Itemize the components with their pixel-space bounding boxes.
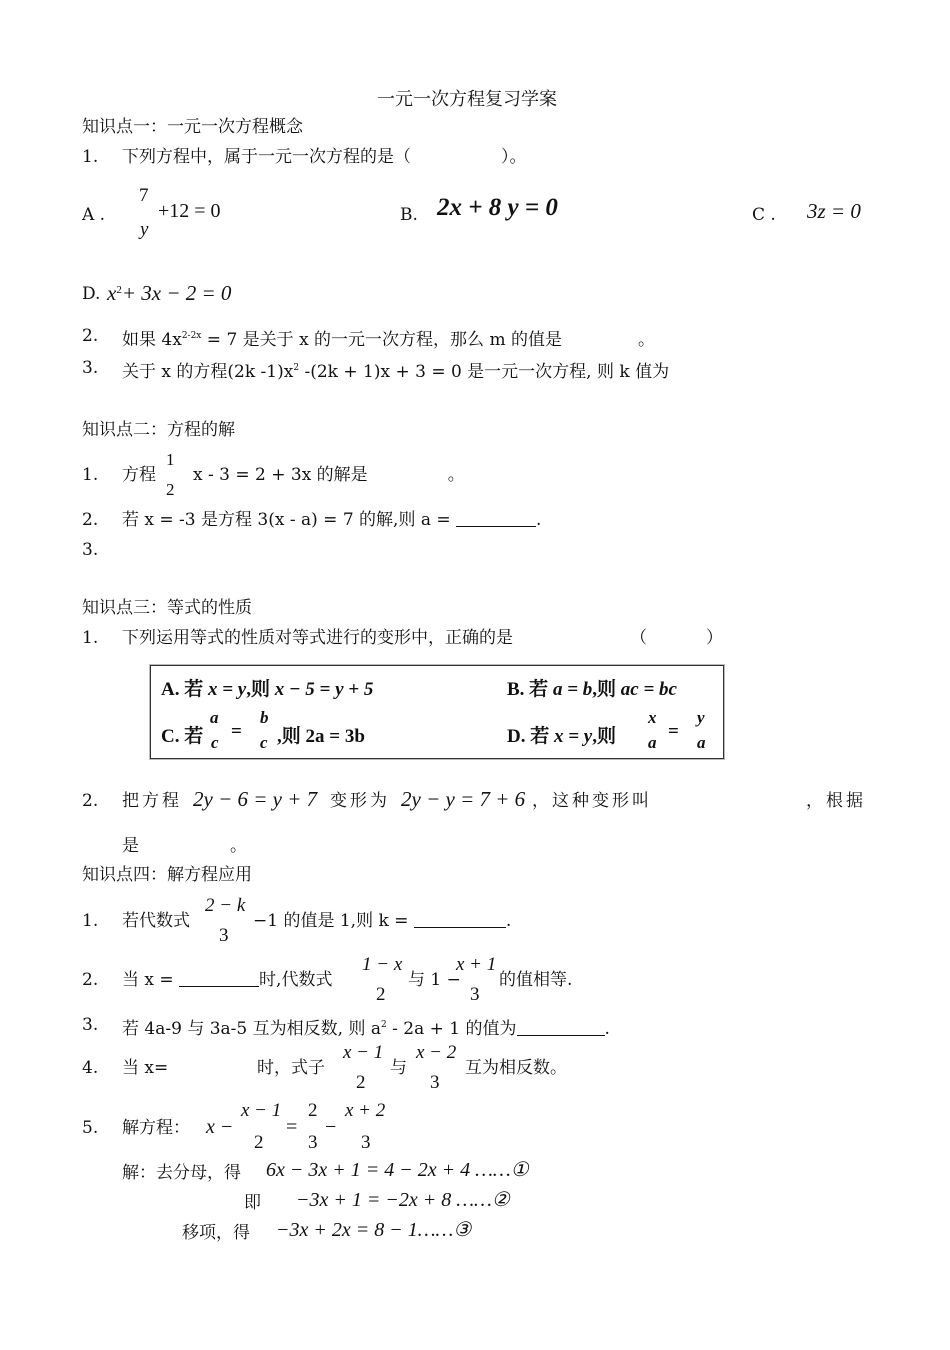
page-title: 一元一次方程复习学案 (377, 89, 557, 110)
s3-q1-text: 下列运用等式的性质对等式进行的变形中，正确的是 (122, 628, 513, 648)
option-a-numerator: 7 (139, 185, 149, 206)
option-a-label: A . (82, 205, 106, 225)
s2-q1-post: x - 3 = 2 + 3x 的解是 (193, 465, 368, 485)
s4-q4-pre: 当 x= (122, 1058, 169, 1078)
box-b-math: a = b (552, 679, 593, 700)
box-d-numerator-2: y (697, 708, 705, 727)
box-d-denominator-2: a (697, 733, 706, 752)
s4-q2-post: 的值相等. (499, 970, 573, 990)
s4-q4-denominator-2: 3 (430, 1072, 440, 1093)
s4-q1-pre: 若代数式 (122, 911, 190, 931)
s4-q5-denominator-2: 3 (308, 1132, 318, 1153)
option-d-label: D. (82, 284, 101, 304)
box-d-math: x = y (553, 726, 593, 747)
s1-q3-number: 3. (82, 358, 99, 378)
solution-line-2-label: 即 (244, 1193, 261, 1213)
s4-q5-denominator-1: 2 (254, 1132, 264, 1153)
s4-q2-number: 2. (82, 970, 99, 990)
s4-q4-numerator-2: x − 2 (416, 1042, 457, 1063)
s4-q1-text (253, 911, 511, 931)
s4-q4-numerator-1: x − 1 (343, 1042, 384, 1063)
s4-q3-number: 3. (82, 1015, 99, 1035)
s4-q5-number: 5. (82, 1118, 99, 1138)
s4-q3-pre: 若 4a-9 与 3a-5 互为相反数, 则 a (122, 1019, 381, 1039)
box-option-d (507, 721, 616, 748)
answer-blank[interactable] (456, 512, 536, 527)
s1-q3-text (122, 358, 669, 382)
s3-q2-post2: ，根据 (806, 791, 866, 811)
s2-q1-pre: 方程 (122, 465, 156, 485)
box-d-pre: D. 若 (507, 726, 554, 747)
s4-q5-numerator-2: 2 (308, 1100, 318, 1121)
s4-q2-yu: 与 1 − (408, 970, 461, 990)
s4-q4-denominator-1: 2 (356, 1072, 366, 1093)
s2-q1-fraction-denominator: 2 (166, 480, 175, 499)
box-a-pre: A. 若 (161, 679, 208, 700)
s4-q4-number: 4. (82, 1058, 99, 1078)
box-c-numerator-2: b (260, 708, 269, 727)
s1-q3-pre: 关于 x 的方程(2k -1)x (122, 362, 294, 382)
answer-space (411, 150, 501, 164)
option-d-rest: + 3x − 2 = 0 (121, 281, 232, 305)
s3-q2-tail: 。 (230, 836, 247, 856)
s4-q2-text (122, 970, 332, 990)
answer-blank[interactable] (517, 1021, 605, 1036)
box-d-numerator-1: x (648, 708, 657, 727)
s4-q3-post: - 2a + 1 的值为 (386, 1019, 517, 1039)
s3-q2-equation-2: 2y − y = 7 + 6 (401, 787, 526, 811)
s1-q2-mid: = 7 是关于 x 的一元一次方程，那么 m 的值是 (201, 330, 562, 350)
s4-q5-numerator-1: x − 1 (241, 1100, 282, 1121)
s1-q2-exponent: 2-2x (181, 331, 202, 341)
s1-q1-text (122, 147, 527, 167)
answer-blank[interactable] (179, 972, 259, 987)
box-c-equals: = (231, 721, 242, 742)
option-b-label: B. (400, 205, 418, 225)
box-option-c-pre: C. 若 (161, 726, 204, 747)
s4-q1-tail: . (505, 911, 512, 931)
s1-q3-exponent: 2 (293, 363, 300, 373)
s4-q3-text (122, 1015, 610, 1039)
s2-q3-number: 3. (82, 540, 99, 560)
s2-q2-tail: . (536, 510, 542, 530)
s2-q2-number: 2. (82, 510, 99, 530)
s4-q5-x: x − (206, 1116, 234, 1138)
s3-q2-post: ，这种变形叫 (532, 791, 652, 811)
box-option-a (161, 674, 373, 701)
s1-q2-text (122, 326, 655, 350)
option-d-exponent: 2 (116, 284, 122, 296)
solution-line-1-label: 解：去分母，得 (122, 1163, 241, 1183)
s2-q1-number: 1. (82, 465, 99, 485)
s4-q1-post: −1 的值是 1,则 k = (253, 911, 409, 931)
s2-q1-tail: 。 (447, 465, 465, 485)
box-c-denominator-2: c (260, 733, 268, 752)
s4-q5-equals: = (286, 1116, 298, 1138)
s2-q2-text (122, 510, 541, 530)
box-b-math2: ac = bc (620, 679, 677, 700)
s4-q2-denominator-1: 2 (376, 984, 386, 1005)
solution-line-2-equation: −3x + 1 = −2x + 8 ……② (296, 1189, 510, 1211)
section-heading-1: 知识点一：一元一次方程概念 (82, 117, 303, 137)
section-heading-4: 知识点四：解方程应用 (82, 865, 252, 885)
solution-line-1-equation: 6x − 3x + 1 = 4 − 2x + 4 ……① (266, 1159, 529, 1181)
s2-q1-fraction-numerator: 1 (166, 450, 175, 469)
box-c-denominator-1: c (211, 733, 219, 752)
box-d-mid: ,则 (592, 726, 617, 747)
s3-q2-pre: 把方程 (122, 791, 182, 811)
s3-q2-line2: 是 (122, 836, 139, 856)
s1-q3-tail: -(2k + 1)x + 3 = 0 是一元一次方程, 则 k 值为 (299, 362, 670, 382)
s1-q2-pre: 如果 4x (122, 330, 182, 350)
s4-q2-pre: 当 x = (122, 970, 174, 990)
options-image-box (150, 665, 724, 759)
box-c-post: ,则 2a = 3b (277, 726, 365, 747)
s3-q1-paren-open: （ (630, 628, 647, 648)
box-a-mid: ,则 (246, 679, 275, 700)
s4-q5-numerator-3: x + 2 (345, 1100, 386, 1121)
s1-q1-number: 1. (82, 147, 99, 167)
box-d-equals: = (668, 721, 679, 742)
section-heading-3: 知识点三：等式的性质 (82, 598, 252, 618)
s1-q2-tail: 。 (637, 330, 655, 350)
s1-q2-number: 2. (82, 326, 99, 346)
s4-q2-denominator-2: 3 (470, 984, 480, 1005)
box-a-math: x = y (207, 679, 247, 700)
s2-q2-stem: 若 x = -3 是方程 3(x - a) = 7 的解,则 a = (122, 510, 451, 530)
s3-q1-number: 1. (82, 628, 99, 648)
box-option-b (507, 674, 677, 701)
box-b-mid: ,则 (592, 679, 621, 700)
box-c-numerator-1: a (210, 708, 219, 727)
option-a-denominator: y (140, 219, 149, 240)
s2-q1-text (193, 465, 465, 485)
solution-line-3-equation: −3x + 2x = 8 − 1……③ (276, 1219, 472, 1241)
answer-blank[interactable] (414, 913, 506, 928)
s4-q3-exponent: 2 (380, 1020, 387, 1030)
box-d-denominator-1: a (648, 733, 657, 752)
s3-q1-paren-close: ） (706, 628, 723, 648)
s3-q2-number: 2. (82, 791, 99, 811)
solution-line-3-label: 移项，得 (182, 1223, 250, 1243)
s3-q2-mid: 变形为 (330, 791, 390, 811)
s4-q1-number: 1. (82, 911, 99, 931)
option-c-expression: 3z = 0 (807, 199, 861, 223)
s4-q2-numerator-1: 1 − x (362, 954, 403, 975)
s4-q1-denominator: 3 (219, 925, 229, 946)
s1-q1-tail: ）。 (501, 147, 527, 167)
section-heading-2: 知识点二：方程的解 (82, 420, 235, 440)
s4-q5-minus: − (325, 1116, 337, 1138)
s4-q5-pre: 解方程： (122, 1118, 190, 1138)
s4-q2-numerator-2: x + 1 (456, 954, 497, 975)
s4-q1-numerator: 2 − k (205, 895, 246, 916)
s1-q1-stem: 下列方程中，属于一元一次方程的是（ (122, 147, 411, 167)
option-d-var: x (107, 281, 117, 305)
option-b-expression: 2x + 8 y = 0 (437, 194, 558, 221)
s4-q4-mid: 时，式子 (257, 1058, 325, 1078)
option-c-label: C . (752, 205, 776, 225)
s3-q2-equation-1: 2y − 6 = y + 7 (193, 787, 318, 811)
option-a-expression: +12 = 0 (158, 200, 221, 222)
s4-q4-post: 互为相反数。 (465, 1058, 567, 1078)
s4-q5-denominator-3: 3 (361, 1132, 371, 1153)
s4-q2-mid: 时,代数式 (259, 970, 333, 990)
s4-q4-yu: 与 (390, 1058, 407, 1078)
option-d-expression (107, 279, 231, 304)
box-b-pre: B. 若 (507, 679, 553, 700)
s4-q3-tail: . (604, 1019, 610, 1039)
box-a-math2: x − 5 = y + 5 (274, 679, 374, 700)
